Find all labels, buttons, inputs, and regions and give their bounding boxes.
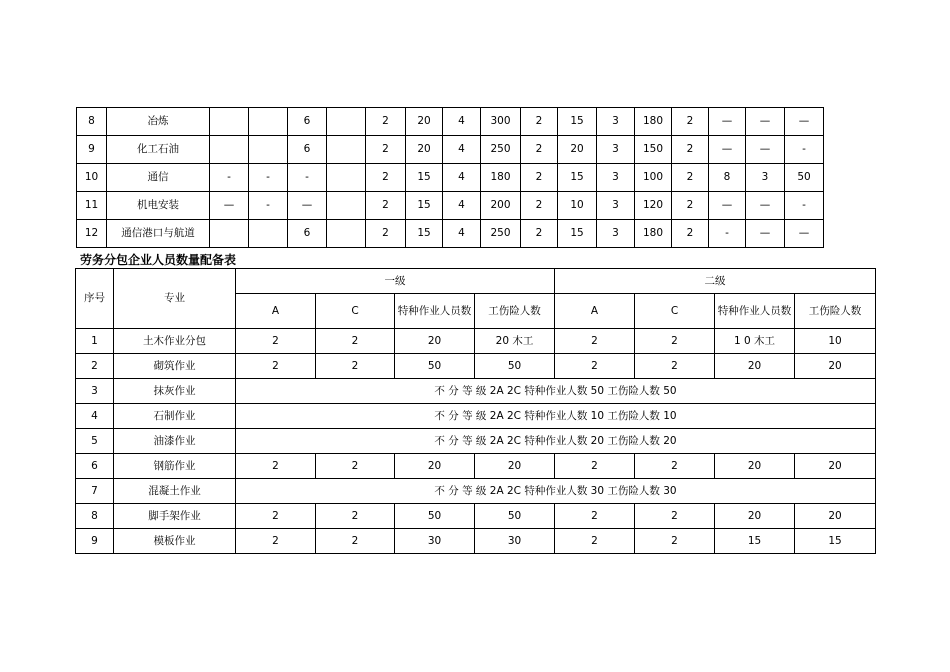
table-cell: 通信港口与航道 <box>107 220 210 248</box>
table-cell: 化工石油 <box>107 136 210 164</box>
table-cell: 2 <box>366 136 406 164</box>
table-row <box>76 529 876 554</box>
header-level1: 一级 <box>236 269 555 294</box>
table-row <box>77 136 824 164</box>
table-cell <box>210 108 249 136</box>
table-cell: 1 0 木工 <box>715 329 795 354</box>
table-cell: 100 <box>635 164 672 192</box>
row-major: 土木作业分包 <box>114 329 236 354</box>
table-cell <box>249 108 288 136</box>
table-cell: — <box>709 192 746 220</box>
table-cell: 180 <box>481 164 521 192</box>
table-cell: 冶炼 <box>107 108 210 136</box>
table-row <box>77 108 824 136</box>
table-row <box>76 354 876 379</box>
table-cell: — <box>288 192 327 220</box>
row-major: 脚手架作业 <box>114 504 236 529</box>
table-title: 劳务分包企业人员数量配备表 <box>80 253 237 267</box>
table-cell <box>327 108 366 136</box>
table-cell: 2 <box>521 136 558 164</box>
table-cell: 11 <box>77 192 107 220</box>
table-cell <box>327 192 366 220</box>
table-cell: 2 <box>635 354 715 379</box>
table-cell: 30 <box>395 529 475 554</box>
table-cell: — <box>785 220 824 248</box>
table-cell: 3 <box>597 220 635 248</box>
table-cell: - <box>785 192 824 220</box>
header-sub: C <box>316 294 395 329</box>
table-cell: 50 <box>475 354 555 379</box>
table-cell: - <box>210 164 249 192</box>
table-cell: 2 <box>366 164 406 192</box>
row-seq: 2 <box>76 354 114 379</box>
table-cell <box>210 136 249 164</box>
header-sub: 特种作业人员数 <box>715 294 795 329</box>
table-cell: 15 <box>558 108 597 136</box>
table-cell: — <box>210 192 249 220</box>
table-cell: 20 <box>558 136 597 164</box>
table-cell: 180 <box>635 220 672 248</box>
table-row <box>77 192 824 220</box>
table-cell: — <box>746 220 785 248</box>
table-cell: - <box>249 192 288 220</box>
table-cell <box>249 220 288 248</box>
table-cell: 12 <box>77 220 107 248</box>
table-cell: 机电安装 <box>107 192 210 220</box>
table-row <box>76 504 876 529</box>
table-cell: 6 <box>288 220 327 248</box>
row-seq: 7 <box>76 479 114 504</box>
table-row <box>76 429 876 454</box>
table-cell: 250 <box>481 136 521 164</box>
table-row <box>76 329 876 354</box>
table-cell: 20 <box>395 454 475 479</box>
table-cell: 2 <box>635 454 715 479</box>
table-cell: 150 <box>635 136 672 164</box>
table-cell: 20 <box>715 504 795 529</box>
header-sub: A <box>236 294 316 329</box>
table-cell: 8 <box>709 164 746 192</box>
table-cell: 20 <box>715 454 795 479</box>
table-cell: 15 <box>715 529 795 554</box>
table-cell: 20 <box>795 504 876 529</box>
table-cell: 2 <box>521 164 558 192</box>
table-cell: 50 <box>395 504 475 529</box>
table-cell: 9 <box>77 136 107 164</box>
table-cell: - <box>785 136 824 164</box>
table-cell: 180 <box>635 108 672 136</box>
table-cell: 2 <box>316 329 395 354</box>
table-cell: - <box>288 164 327 192</box>
table-cell: 8 <box>77 108 107 136</box>
row-seq: 3 <box>76 379 114 404</box>
table-cell: 2 <box>555 529 635 554</box>
merged-cell: 不 分 等 级 2A 2C 特种作业人数 20 工伤险人数 20 <box>236 429 876 454</box>
table-row <box>77 164 824 192</box>
table-cell: 6 <box>288 108 327 136</box>
header-major: 专业 <box>114 269 236 329</box>
row-major: 模板作业 <box>114 529 236 554</box>
table-cell: 30 <box>475 529 555 554</box>
table-cell: 3 <box>597 108 635 136</box>
merged-cell: 不 分 等 级 2A 2C 特种作业人数 50 工伤险人数 50 <box>236 379 876 404</box>
table-cell: 200 <box>481 192 521 220</box>
table-cell: 20 <box>406 108 443 136</box>
table-cell: 2 <box>366 192 406 220</box>
table-cell: 300 <box>481 108 521 136</box>
staffing-table <box>75 268 876 554</box>
table-cell: 15 <box>795 529 876 554</box>
table-cell: 2 <box>236 529 316 554</box>
table-cell: 2 <box>672 192 709 220</box>
table-top <box>76 107 824 248</box>
table-cell: 2 <box>555 504 635 529</box>
table-cell: 2 <box>316 529 395 554</box>
table-cell: 3 <box>597 192 635 220</box>
table-cell: 2 <box>316 454 395 479</box>
table-cell: 15 <box>406 164 443 192</box>
table-cell: 2 <box>236 329 316 354</box>
table-cell: 2 <box>521 192 558 220</box>
table-cell: 50 <box>475 504 555 529</box>
table-cell: - <box>709 220 746 248</box>
table-cell: 2 <box>672 164 709 192</box>
table-cell: - <box>249 164 288 192</box>
table-row <box>76 379 876 404</box>
table-cell: 20 木工 <box>475 329 555 354</box>
table-cell: 20 <box>395 329 475 354</box>
header-level2: 二级 <box>555 269 876 294</box>
table-cell: 20 <box>406 136 443 164</box>
table-cell: 20 <box>795 354 876 379</box>
table-cell <box>327 164 366 192</box>
table-row <box>76 454 876 479</box>
table-cell: — <box>785 108 824 136</box>
table-cell: 10 <box>795 329 876 354</box>
table-cell: 2 <box>366 108 406 136</box>
table-cell: 2 <box>316 504 395 529</box>
table-cell: 2 <box>555 329 635 354</box>
table-cell: 20 <box>795 454 876 479</box>
table-cell <box>249 136 288 164</box>
row-seq: 8 <box>76 504 114 529</box>
row-seq: 1 <box>76 329 114 354</box>
header-sub: 特种作业人员数 <box>395 294 475 329</box>
merged-cell: 不 分 等 级 2A 2C 特种作业人数 30 工伤险人数 30 <box>236 479 876 504</box>
header-row-1 <box>76 269 876 294</box>
row-seq: 6 <box>76 454 114 479</box>
table-row <box>77 220 824 248</box>
row-seq: 9 <box>76 529 114 554</box>
table-cell: 2 <box>555 454 635 479</box>
table-cell: 4 <box>443 136 481 164</box>
table-cell: 15 <box>406 192 443 220</box>
table-cell: 2 <box>366 220 406 248</box>
header-sub: 工伤险人数 <box>795 294 876 329</box>
table-cell: 3 <box>597 136 635 164</box>
table-cell: 50 <box>785 164 824 192</box>
table-cell: 4 <box>443 164 481 192</box>
row-seq: 4 <box>76 404 114 429</box>
row-major: 抹灰作业 <box>114 379 236 404</box>
table-cell: 2 <box>316 354 395 379</box>
table-cell: 3 <box>746 164 785 192</box>
table-cell: — <box>746 108 785 136</box>
table-cell: — <box>709 108 746 136</box>
table-cell: 2 <box>672 220 709 248</box>
table-cell: 2 <box>555 354 635 379</box>
table-cell: 6 <box>288 136 327 164</box>
table-cell: 2 <box>521 108 558 136</box>
table-cell: 2 <box>635 329 715 354</box>
table-cell: 4 <box>443 220 481 248</box>
table-cell: 15 <box>558 220 597 248</box>
row-major: 砌筑作业 <box>114 354 236 379</box>
table-cell: 4 <box>443 192 481 220</box>
table-cell: 15 <box>406 220 443 248</box>
table-cell: — <box>746 136 785 164</box>
table-cell: 通信 <box>107 164 210 192</box>
table-cell: 3 <box>597 164 635 192</box>
header-sub: C <box>635 294 715 329</box>
merged-cell: 不 分 等 级 2A 2C 特种作业人数 10 工伤险人数 10 <box>236 404 876 429</box>
table-cell: 2 <box>635 529 715 554</box>
table-cell: 2 <box>635 504 715 529</box>
table-cell: 20 <box>715 354 795 379</box>
table-cell: 2 <box>236 504 316 529</box>
header-sub: A <box>555 294 635 329</box>
table-cell: 2 <box>521 220 558 248</box>
table-cell: 20 <box>475 454 555 479</box>
table-cell: 2 <box>236 454 316 479</box>
row-seq: 5 <box>76 429 114 454</box>
row-major: 油漆作业 <box>114 429 236 454</box>
row-major: 石制作业 <box>114 404 236 429</box>
table-cell: 10 <box>558 192 597 220</box>
table-cell: 15 <box>558 164 597 192</box>
table-cell: 50 <box>395 354 475 379</box>
header-seq: 序号 <box>76 269 114 329</box>
table-row <box>76 479 876 504</box>
row-major: 钢筋作业 <box>114 454 236 479</box>
table-row <box>76 404 876 429</box>
row-major: 混凝土作业 <box>114 479 236 504</box>
table-cell <box>327 220 366 248</box>
table-cell: — <box>746 192 785 220</box>
table-cell: 2 <box>672 136 709 164</box>
table-cell: 250 <box>481 220 521 248</box>
table-cell: — <box>709 136 746 164</box>
table-cell <box>210 220 249 248</box>
table-cell: 120 <box>635 192 672 220</box>
table-cell: 4 <box>443 108 481 136</box>
table-cell <box>327 136 366 164</box>
header-sub: 工伤险人数 <box>475 294 555 329</box>
table-cell: 10 <box>77 164 107 192</box>
table-cell: 2 <box>236 354 316 379</box>
table-cell: 2 <box>672 108 709 136</box>
